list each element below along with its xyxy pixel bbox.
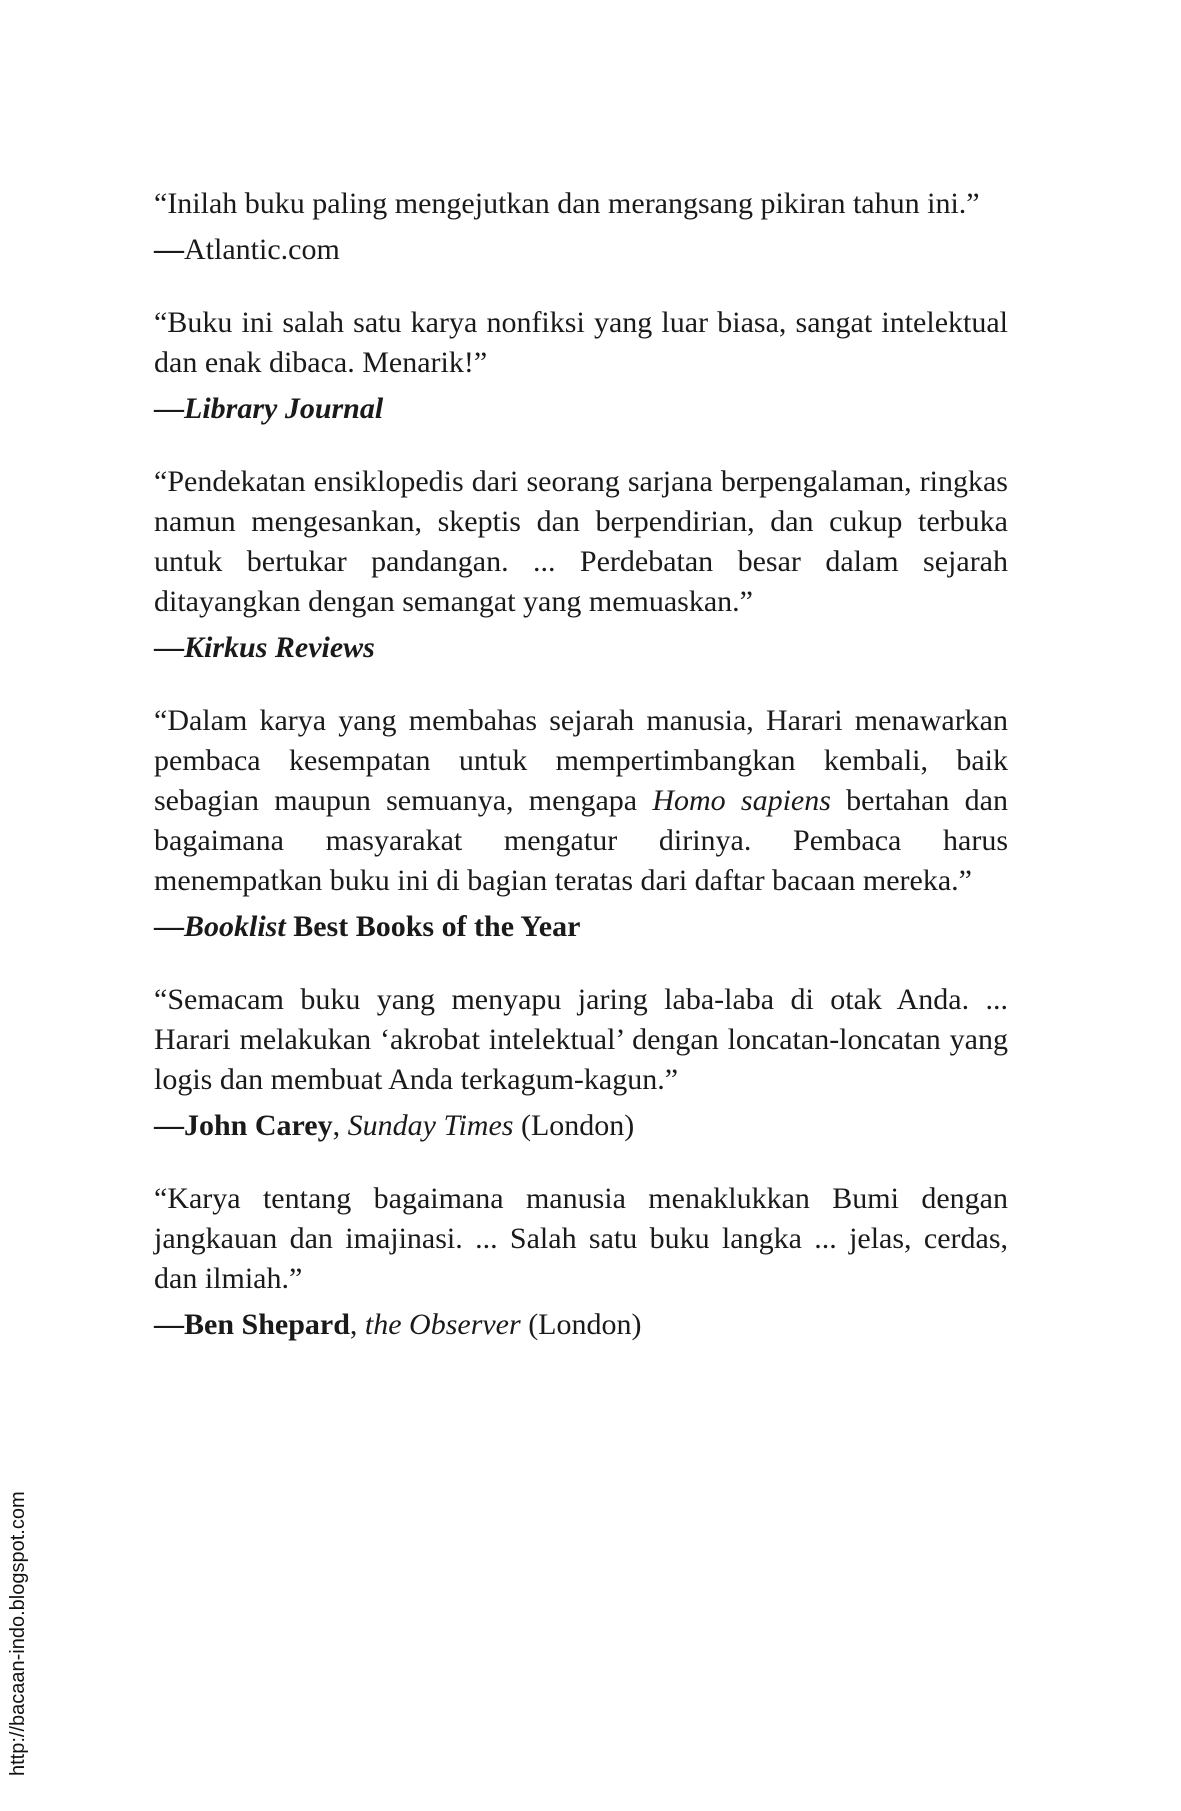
- source-dash: —: [154, 392, 184, 425]
- side-watermark-url: http://bacaan-indo.blogspot.com: [7, 1491, 29, 1776]
- source-location: (London): [528, 1308, 642, 1341]
- quote-text: “Pendekatan ensiklopedis dari seorang sarjana berpengalaman, ringkas namun mengesankan, skeptis dan berpendirian, dan cukup terbuka untuk bertukar pandangan. ... Perdebatan besar dalam sejarah ditayangkan dengan semangat yang memuaskan.”: [154, 465, 1008, 618]
- quote-block-observer: [154, 1179, 1008, 1345]
- source-comma: ,: [332, 1109, 341, 1142]
- source-suffix: Best Books of the Year: [293, 910, 581, 943]
- quote-source: [154, 1305, 1008, 1345]
- source-publication: Kirkus Reviews: [184, 631, 375, 664]
- quote-text-italic: Homo sapiens: [652, 784, 831, 817]
- source-dash: —: [154, 1109, 184, 1142]
- quote-block-booklist: [154, 701, 1008, 947]
- quote-text-start: “Dalam karya yang membahas sejarah manusia, Harari menawarkan pembaca kesempatan untuk mempertimbangkan kembali, baik sebagian maupun semuanya, mengapa: [154, 704, 1008, 817]
- quote-block-sunday-times: [154, 980, 1008, 1146]
- source-location: (London): [520, 1109, 635, 1142]
- quote-text: “Inilah buku paling mengejutkan dan merangsang pikiran tahun ini.”: [154, 187, 980, 220]
- source-name: Atlantic.com: [184, 233, 340, 266]
- source-dash: —: [154, 233, 184, 266]
- source-publication: Booklist: [184, 910, 286, 943]
- quote-text: [154, 701, 1008, 901]
- source-publication: Library Journal: [184, 392, 384, 425]
- quote-source: [154, 628, 1008, 668]
- source-dash: —: [154, 910, 184, 943]
- quote-text: “Semacam buku yang menyapu jaring laba-laba di otak Anda. ... Harari melakukan ‘akrobat intelektual’ dengan loncatan-loncatan yang logis dan membuat Anda terkagum-kagun.”: [154, 983, 1008, 1096]
- source-publication: Sunday Times: [347, 1109, 514, 1142]
- quote-text-end: bertahan dan bagaimana masyarakat mengatur dirinya. Pembaca harus menempatkan buku ini di bagian teratas dari daftar bacaan mereka.”: [154, 784, 1008, 897]
- quote-text: “Karya tentang bagaimana manusia menaklukkan Bumi dengan jangkauan dan imajinasi. ... Salah satu buku langka ... jelas, cerdas, dan ilmiah.”: [154, 1182, 1008, 1295]
- source-comma: ,: [349, 1308, 358, 1341]
- quote-block-library-journal: [154, 303, 1008, 429]
- quote-source: [154, 907, 1008, 947]
- quote-text: “Buku ini salah satu karya nonfiksi yang luar biasa, sangat intelektual dan enak dibaca. Menarik!”: [154, 306, 1008, 379]
- quote-source: [154, 1106, 1008, 1146]
- quote-block-atlantic: [154, 184, 1008, 270]
- source-dash: —: [154, 631, 184, 664]
- quote-source: [154, 389, 1008, 429]
- source-author: John Carey: [184, 1109, 333, 1142]
- blurb-page: [154, 184, 1008, 1378]
- source-dash: —: [154, 1308, 184, 1341]
- source-publication: the Observer: [364, 1308, 521, 1341]
- quote-source: [154, 230, 1008, 270]
- source-author: Ben Shepard: [184, 1308, 350, 1341]
- quote-block-kirkus: [154, 462, 1008, 668]
